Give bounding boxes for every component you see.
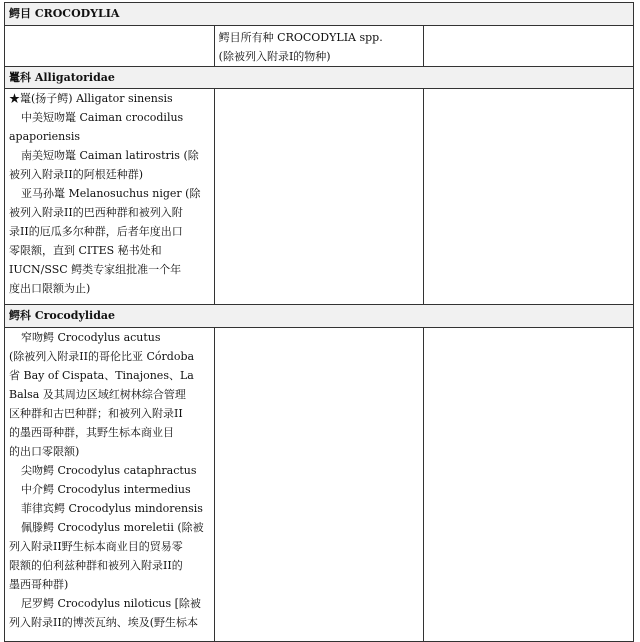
crocodylidae-line: 省 Bay of Cispata、Tinajones、La <box>9 369 194 383</box>
crocodylidae-header-row <box>5 305 634 328</box>
crocodylidae-appendix3-cell <box>424 328 634 642</box>
crocodylidae-line: 尖吻鳄 Crocodylus cataphractus <box>21 464 197 478</box>
crocodylidae-line: 的墨西哥种群，其野生标本商业目 <box>9 426 174 440</box>
alligatoridae-line: 被列入附录II的阿根廷种群) <box>9 168 143 182</box>
crocodylidae-line: 窄吻鳄 Crocodylus acutus <box>21 331 161 345</box>
alligatoridae-line: apaporiensis <box>9 130 81 144</box>
alligatoridae-row <box>5 89 634 305</box>
alligatoridae-header-row <box>5 66 634 89</box>
order-header-row <box>5 3 634 26</box>
crocodylidae-line: 菲律宾鳄 Crocodylus mindorensis <box>21 502 203 516</box>
order-appendix2-line-1: 鳄目所有种 CROCODYLIA spp. <box>218 30 383 44</box>
crocodylidae-appendix1-cell <box>5 328 215 642</box>
alligatoridae-header: 鼍科 Alligatoridae <box>5 66 634 89</box>
order-appendix1-cell <box>5 25 215 66</box>
crocodylidae-line: (除被列入附录II的哥伦比亚 Córdoba <box>9 350 195 364</box>
crocodylidae-row <box>5 328 634 642</box>
crocodylidae-line: 墨西哥种群) <box>9 578 69 592</box>
crocodylidae-line: 区种群和古巴种群；和被列入附录II <box>9 407 183 421</box>
order-appendix3-cell <box>424 25 634 66</box>
alligatoridae-line: 零限额，直到 CITES 秘书处和 <box>9 244 162 258</box>
crocodylidae-appendix2-cell <box>214 328 424 642</box>
crocodylidae-line: 中介鳄 Crocodylus intermedius <box>21 483 191 497</box>
order-appendix2-line-2: (除被列入附录I的物种) <box>218 49 331 63</box>
crocodylidae-line: 尼罗鳄 Crocodylus niloticus [除被 <box>21 597 201 611</box>
alligatoridae-line: 度出口限额为止) <box>9 282 91 296</box>
alligatoridae-line: 中美短吻鼍 Caiman crocodilus <box>21 111 184 125</box>
crocodylidae-line: 限额的伯利兹种群和被列入附录II的 <box>9 559 183 573</box>
crocodylidae-line: 列入附录II的博茨瓦纳、埃及(野生标本 <box>9 616 198 630</box>
order-row <box>5 25 634 66</box>
crocodylidae-line: Balsa 及其周边区域红树林综合管理 <box>9 388 186 402</box>
alligatoridae-line: IUCN/SSC 鳄类专家组批准一个年 <box>9 263 182 277</box>
alligatoridae-appendix1-cell <box>5 89 215 305</box>
crocodylidae-line: 佩滕鳄 Crocodylus moreletii (除被 <box>21 521 204 535</box>
crocodylidae-line: 列入附录II野生标本商业目的贸易零 <box>9 540 183 554</box>
order-header: 鳄目 CROCODYLIA <box>5 3 634 26</box>
alligatoridae-appendix2-cell <box>214 89 424 305</box>
alligatoridae-line: 被列入附录II的巴西种群和被列入附 <box>9 206 183 220</box>
crocodylidae-header: 鳄科 Crocodylidae <box>5 305 634 328</box>
crocodylidae-line: 的出口零限额) <box>9 445 80 459</box>
cites-appendix-table <box>4 2 634 642</box>
alligatoridae-appendix3-cell <box>424 89 634 305</box>
alligatoridae-line: 录II的厄瓜多尔种群，后者年度出口 <box>9 225 183 239</box>
alligatoridae-line: 南美短吻鼍 Caiman latirostris (除 <box>21 149 199 163</box>
alligatoridae-line: 亚马孙鼍 Melanosuchus niger (除 <box>21 187 201 201</box>
order-appendix2-cell <box>214 25 424 66</box>
alligatoridae-line: ★鼍(扬子鳄) Alligator sinensis <box>9 92 173 106</box>
